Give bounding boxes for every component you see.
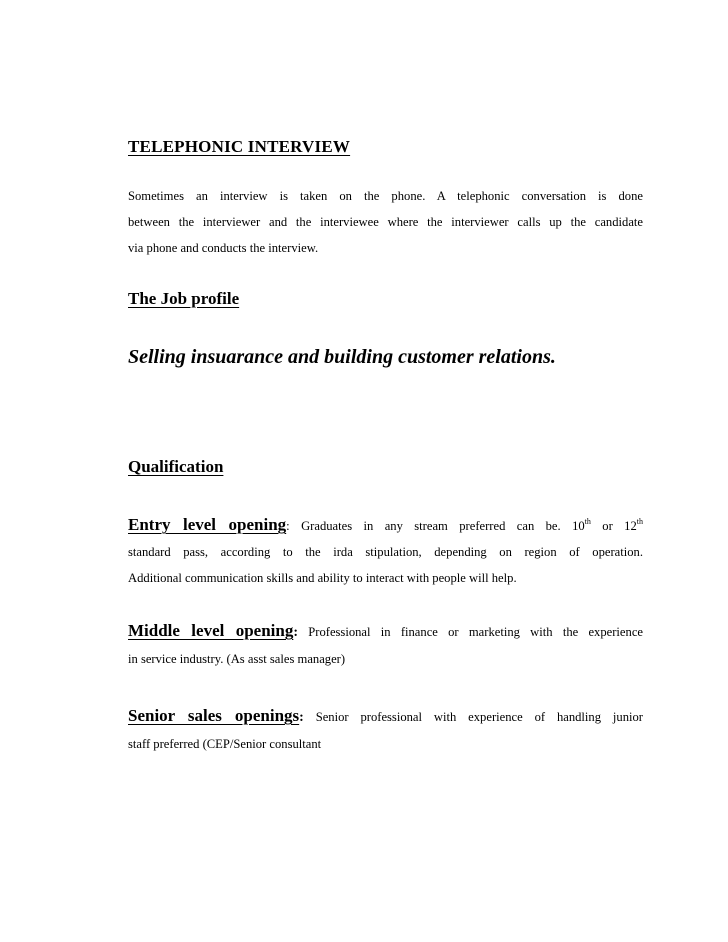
- middle-level-line-1: [128, 618, 643, 646]
- senior-sales-text-1: Senior professional with experience of handling junior: [303, 710, 643, 724]
- middle-level-colon: :: [293, 625, 298, 640]
- intro-line-2: between the interviewer and the interviewee where the interviewer calls up the candidate: [128, 215, 643, 229]
- qualification-heading: Qualification: [128, 457, 224, 476]
- job-profile-text: Selling insuarance and building customer relations.: [128, 346, 556, 368]
- senior-sales-line-2: staff preferred (CEP/Senior consultant: [128, 737, 322, 751]
- entry-level-line-3: Additional communication skills and ability to interact with people will help.: [128, 571, 517, 585]
- entry-level-line-2: standard pass, according to the irda stipulation, depending on region of operation.: [128, 545, 643, 559]
- senior-sales-label: Senior sales openings: [128, 706, 300, 725]
- intro-line-1: Sometimes an interview is taken on the phone. A telephonic conversation is done: [128, 189, 643, 203]
- middle-level-line-2: in service industry. (As asst sales manager): [128, 652, 346, 666]
- middle-level-label: Middle level opening: [128, 621, 294, 640]
- entry-level-section: [128, 512, 643, 591]
- intro-line-3: via phone and conducts the interview.: [128, 241, 319, 255]
- entry-level-sup-1: th: [584, 517, 591, 526]
- senior-sales-line-1: [128, 703, 643, 731]
- job-profile-heading: The Job profile: [128, 289, 240, 308]
- middle-level-text-1: Professional in finance or marketing with the experience: [298, 625, 643, 639]
- entry-level-colon: :: [286, 519, 290, 533]
- document-title: TELEPHONIC INTERVIEW: [128, 137, 351, 156]
- senior-sales-section: [128, 703, 643, 757]
- middle-level-section: [128, 618, 643, 672]
- entry-level-sup-2: th: [636, 517, 644, 526]
- intro-paragraph: [128, 183, 643, 261]
- entry-level-text-mid: or 12: [590, 519, 637, 533]
- entry-level-text-1: Graduates in any stream preferred can be. 10: [289, 519, 585, 533]
- senior-sales-colon: :: [299, 710, 304, 725]
- entry-level-label: Entry level opening: [128, 515, 287, 534]
- entry-level-line-1: [128, 512, 643, 539]
